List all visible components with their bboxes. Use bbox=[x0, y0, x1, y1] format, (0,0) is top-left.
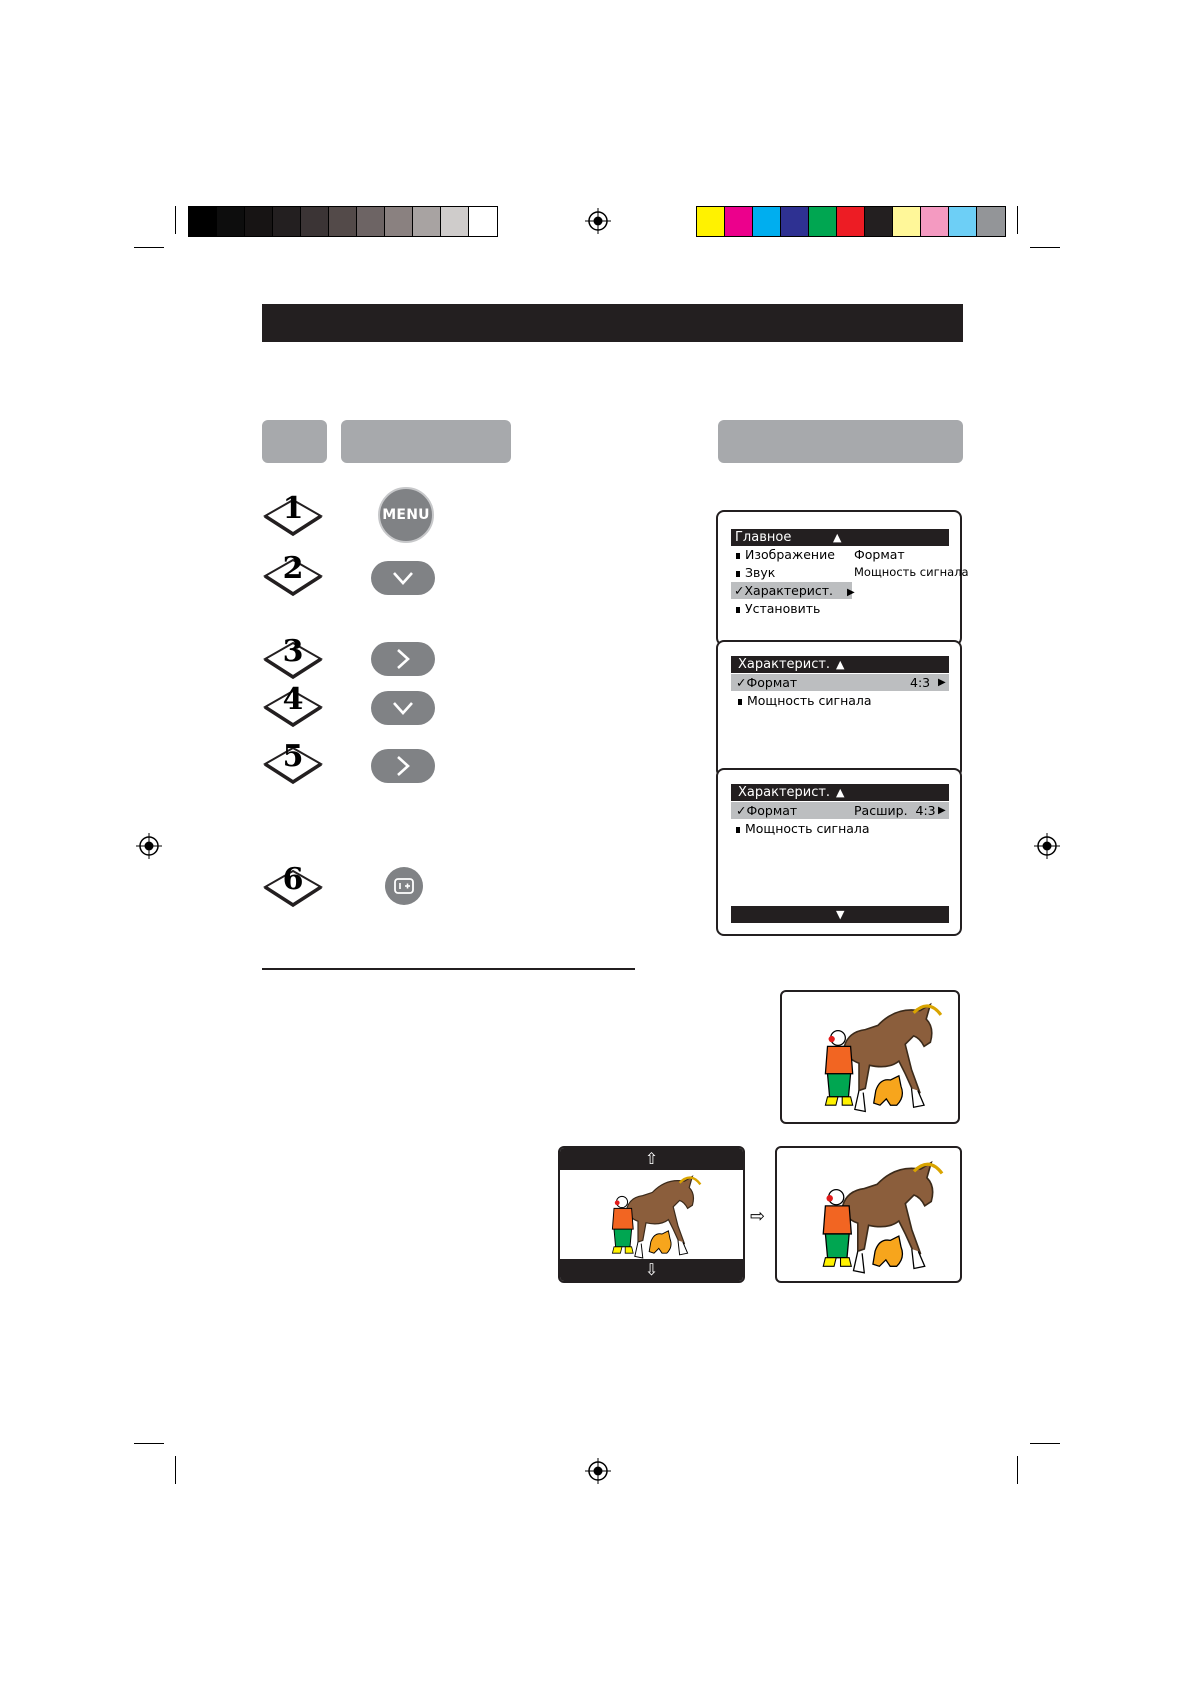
color-swatch bbox=[357, 207, 385, 236]
step-number: 4 bbox=[282, 682, 304, 717]
check-icon: ✓ bbox=[736, 675, 747, 690]
registration-mark-icon bbox=[1034, 833, 1060, 859]
color-swatch bbox=[725, 207, 753, 236]
color-swatch bbox=[469, 207, 497, 236]
letterbox-top-bar bbox=[560, 1148, 743, 1170]
crop-mark bbox=[1030, 1443, 1060, 1444]
crop-mark bbox=[1017, 1456, 1018, 1484]
osd-screen-format bbox=[716, 768, 962, 936]
clown-horse-illustration bbox=[782, 992, 958, 1122]
step-5-marker bbox=[262, 739, 324, 783]
submenu-arrow-icon: ▶ bbox=[847, 587, 855, 598]
chevron-down-icon bbox=[391, 570, 415, 586]
scroll-up-icon: ▲ bbox=[833, 531, 842, 544]
color-swatch bbox=[977, 207, 1005, 236]
crop-mark bbox=[1017, 206, 1018, 234]
scroll-up-icon: ▲ bbox=[836, 658, 845, 671]
down-button[interactable] bbox=[371, 561, 435, 595]
right-button[interactable] bbox=[371, 642, 435, 676]
picture-normal bbox=[780, 990, 960, 1124]
color-swatch bbox=[189, 207, 217, 236]
crop-mark bbox=[1030, 247, 1060, 248]
menu-button[interactable] bbox=[378, 487, 434, 543]
osd-menu-item: Мощность сигнала bbox=[736, 820, 870, 837]
color-swatch bbox=[809, 207, 837, 236]
step-number: 6 bbox=[282, 862, 304, 897]
aspect-icon bbox=[393, 877, 415, 895]
osd-item-value: 4:3 bbox=[910, 675, 931, 690]
color-swatch bbox=[893, 207, 921, 236]
color-swatch bbox=[697, 207, 725, 236]
column-header-step bbox=[262, 420, 327, 463]
submenu-arrow-icon: ▶ bbox=[938, 805, 946, 816]
color-swatch bbox=[385, 207, 413, 236]
arrow-up-icon: ⇧ bbox=[644, 1149, 659, 1168]
step-4-marker bbox=[262, 682, 324, 726]
clown-horse-illustration bbox=[560, 1170, 743, 1262]
osd-menu-item-selected: ✓Формат bbox=[736, 675, 798, 690]
chevron-down-icon bbox=[391, 700, 415, 716]
osd-screen-main bbox=[716, 510, 969, 646]
step-number: 1 bbox=[282, 491, 304, 526]
step-6-marker bbox=[262, 862, 324, 906]
color-swatch bbox=[781, 207, 809, 236]
osd-menu-item: Звук bbox=[736, 564, 775, 581]
registration-mark-icon bbox=[585, 1458, 611, 1484]
osd-menu-item: Установить bbox=[736, 600, 820, 617]
picture-expanded bbox=[775, 1146, 962, 1283]
osd-item-value: Расшир. 4:3 bbox=[854, 803, 936, 818]
down-button[interactable] bbox=[371, 691, 435, 725]
crop-mark bbox=[134, 1443, 164, 1444]
check-icon: ✓ bbox=[734, 583, 745, 598]
color-swatch bbox=[837, 207, 865, 236]
crop-mark bbox=[175, 206, 176, 234]
step-1-marker bbox=[262, 491, 324, 535]
color-swatch bbox=[217, 207, 245, 236]
osd-submenu-item: Формат bbox=[854, 547, 905, 562]
step-2-marker bbox=[262, 551, 324, 595]
color-swatch bbox=[865, 207, 893, 236]
osd-title: Характерист. bbox=[738, 785, 831, 800]
page-title-bar bbox=[262, 304, 963, 342]
osd-menu-item-selected: ✓Формат bbox=[736, 803, 798, 818]
column-header-screen bbox=[718, 420, 963, 463]
color-swatch bbox=[273, 207, 301, 236]
step-number: 2 bbox=[282, 551, 304, 586]
picture-letterbox bbox=[558, 1146, 745, 1283]
column-header-button bbox=[341, 420, 511, 463]
osd-screen-features bbox=[716, 640, 962, 778]
crop-mark bbox=[175, 1456, 176, 1484]
osd-menu-item: Изображение bbox=[736, 546, 835, 563]
chevron-right-icon bbox=[395, 754, 411, 778]
check-icon: ✓ bbox=[736, 803, 747, 818]
right-button[interactable] bbox=[371, 749, 435, 783]
osd-title: Характерист. bbox=[738, 657, 831, 672]
osd-menu-item: Мощность сигнала bbox=[738, 692, 872, 709]
scroll-down-icon: ▼ bbox=[836, 908, 845, 921]
color-swatch bbox=[413, 207, 441, 236]
osd-bottom-bar bbox=[731, 906, 949, 923]
crop-mark bbox=[134, 247, 164, 248]
osd-title: Главное bbox=[735, 530, 792, 545]
aspect-button[interactable] bbox=[385, 867, 423, 905]
color-swatch bbox=[441, 207, 469, 236]
clown-horse-illustration bbox=[777, 1148, 960, 1281]
color-swatch bbox=[921, 207, 949, 236]
section-divider bbox=[262, 968, 635, 970]
registration-mark-icon bbox=[585, 208, 611, 234]
step-number: 3 bbox=[282, 634, 304, 669]
osd-submenu-item: Мощность сигнала bbox=[854, 565, 969, 579]
color-swatch bbox=[301, 207, 329, 236]
registration-mark-icon bbox=[136, 833, 162, 859]
osd-title-bar bbox=[731, 656, 949, 673]
color-swatch bbox=[245, 207, 273, 236]
color-swatch bbox=[949, 207, 977, 236]
osd-menu-item-selected: ✓Характерист. ▶ bbox=[734, 583, 855, 598]
chevron-right-icon bbox=[395, 647, 411, 671]
color-swatch bbox=[329, 207, 357, 236]
osd-title-bar bbox=[731, 529, 949, 546]
arrow-down-icon: ⇩ bbox=[644, 1260, 659, 1279]
menu-button-label: MENU bbox=[382, 507, 430, 523]
process-color-strip bbox=[696, 206, 1006, 237]
arrow-right-icon: ⇨ bbox=[750, 1206, 766, 1227]
grayscale-color-strip bbox=[188, 206, 498, 237]
letterbox-bottom-bar bbox=[560, 1259, 743, 1281]
submenu-arrow-icon: ▶ bbox=[938, 677, 946, 688]
color-swatch bbox=[753, 207, 781, 236]
osd-title-bar bbox=[731, 784, 949, 801]
step-number: 5 bbox=[282, 739, 304, 774]
step-3-marker bbox=[262, 634, 324, 678]
scroll-up-icon: ▲ bbox=[836, 786, 845, 799]
